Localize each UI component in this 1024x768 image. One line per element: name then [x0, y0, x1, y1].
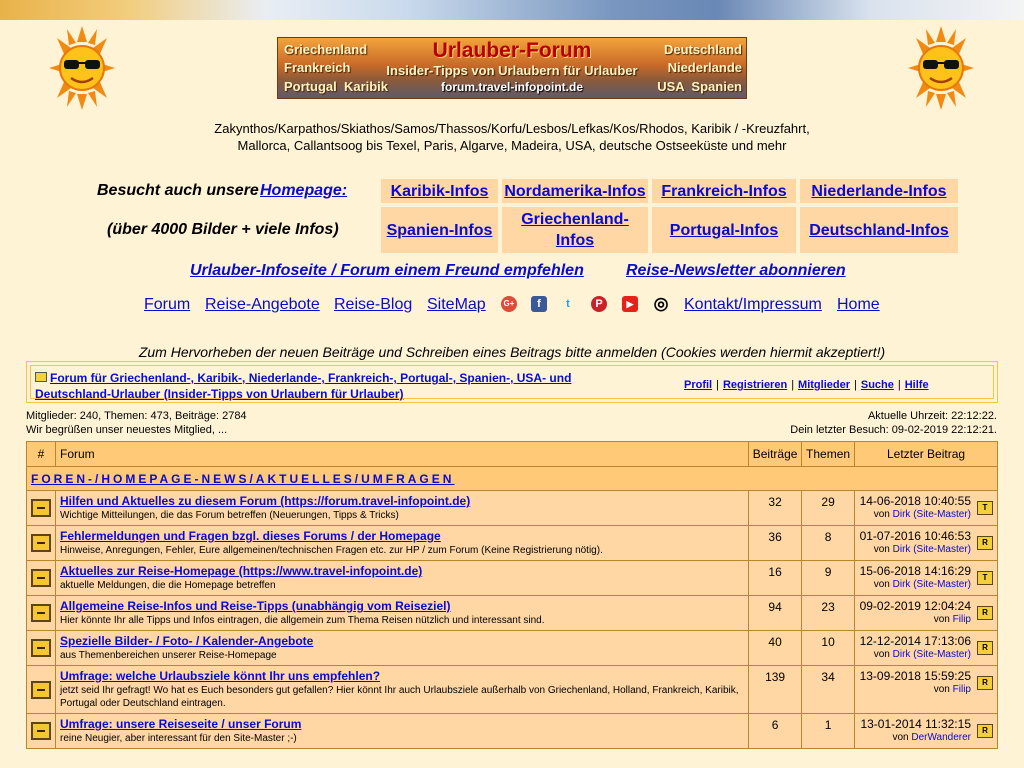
forum-stats [26, 409, 247, 437]
forum-title-line-1[interactable]: Forum für Griechenland-, Karibik-, Niederlande-, Frankreich-, Portugal-, Spanien-, USA- und [50, 371, 572, 385]
last-post-date: 14-06-2018 10:40:55 [859, 494, 971, 508]
forum-posts-count: 6 [749, 714, 802, 749]
forum-status-cell [27, 491, 56, 526]
forum-status-cell [27, 714, 56, 749]
forum-status-cell [27, 596, 56, 631]
forum-link[interactable]: Umfrage: welche Urlaubsziele könnt Ihr uns empfehlen? [59, 669, 381, 683]
last-post-cell [855, 561, 998, 596]
sun-sunglasses-icon [49, 26, 115, 110]
forum-status-icon [31, 569, 51, 587]
last-post-author[interactable]: Dirk (Site-Master) [892, 509, 971, 520]
homepage-link[interactable]: Homepage: [260, 182, 348, 199]
nav-kontakt-impressum[interactable]: Kontakt/Impressum [684, 296, 822, 313]
deutschland-infos-link[interactable]: Deutschland-Infos [800, 207, 958, 253]
profil-link[interactable]: Profil [684, 379, 713, 391]
forum-status-icon [31, 681, 51, 699]
banner-right-mid: Niederlande [667, 60, 742, 75]
forum-topics-count: 10 [802, 631, 855, 666]
forum-menu [684, 379, 929, 391]
last-post-by-label: von [873, 509, 890, 520]
menu-separator: | [897, 379, 901, 391]
category-link[interactable]: FOREN-/HOMEPAGE-NEWS/AKTUELLES/UMFRAGEN [31, 471, 455, 486]
hilfe-link[interactable]: Hilfe [904, 379, 929, 391]
pinterest-icon[interactable]: P [591, 296, 607, 312]
forum-topics-count: 8 [802, 526, 855, 561]
facebook-icon[interactable]: f [531, 296, 547, 312]
forum-status-cell [27, 666, 56, 714]
last-post-cell [855, 491, 998, 526]
last-post-by [857, 543, 971, 557]
category-cell [27, 467, 998, 491]
forum-link[interactable]: Fehlermeldungen und Fragen bzgl. dieses Forums / der Homepage [59, 529, 441, 543]
table-row [27, 596, 998, 631]
banner-left-mid: Frankreich [284, 60, 351, 75]
suche-link[interactable]: Suche [860, 379, 894, 391]
go-to-last-post-icon[interactable]: R [977, 536, 993, 550]
forum-header-inner [30, 365, 994, 399]
forum-posts-count: 16 [749, 561, 802, 596]
intro-line-1: Zakynthos/Karpathos/Skiathos/Samos/Thassos/Korfu/Lesbos/Lefkas/Kos/Rhodos, Karibik / -Kreuzfahrt, [214, 121, 810, 136]
forum-description: Wichtige Mitteilungen, die das Forum betreffen (Neuerungen, Tipps & Tricks) [59, 510, 399, 521]
google-plus-icon[interactable]: G+ [501, 296, 517, 312]
forum-link[interactable]: Hilfen und Aktuelles zu diesem Forum (https://forum.travel-infopoint.de) [59, 494, 471, 508]
last-visit: Dein letzter Besuch: 09-02-2019 22:12:21. [790, 424, 997, 436]
table-row [27, 631, 998, 666]
table-row [27, 714, 998, 749]
table-row [27, 526, 998, 561]
recommend-friend-link[interactable]: Urlauber-Infoseite / Forum einem Freund empfehlen [190, 262, 584, 279]
forum-description: jetzt seid Ihr gefragt! Wo hat es Euch besonders gut gefallen? Hier könnt Ihr auch Urlaubsziele außerhalb von Griechenland, Holland, Frankreich, Karibik, Portugal oder Deutschland eintragen. [59, 685, 739, 709]
menu-separator: | [716, 379, 719, 391]
visit-text: Besucht auch unsere [97, 182, 259, 199]
forum-title [35, 370, 595, 402]
forum-status-icon [31, 604, 51, 622]
forum-topics-count: 9 [802, 561, 855, 596]
forum-name-cell [55, 596, 748, 631]
forum-posts-count: 36 [749, 526, 802, 561]
last-post-cell [855, 596, 998, 631]
last-post-date: 15-06-2018 14:16:29 [859, 564, 971, 578]
menu-separator: | [854, 379, 857, 391]
forum-title-line-2[interactable]: Deutschland-Urlauber (Insider-Tipps von Urlaubern für Urlauber) [35, 387, 404, 401]
last-post-by [857, 731, 971, 745]
last-post-cell [855, 666, 998, 714]
stats-welcome: Wir begrüßen unser neuestes Mitglied, ... [26, 424, 228, 436]
last-post-author[interactable]: DerWanderer [911, 732, 971, 743]
banner-title: Urlauber-Forum [432, 39, 592, 62]
forum-topics-count: 23 [802, 596, 855, 631]
col-last-post: Letzter Beitrag [855, 442, 998, 467]
forum-header-box [26, 361, 998, 403]
table-row [27, 666, 998, 714]
forum-description: reine Neugier, aber interessant für den Site-Master ;-) [59, 733, 297, 744]
newsletter-link[interactable]: Reise-Newsletter abonnieren [626, 262, 846, 279]
visit-subtext: (über 4000 Bilder + viele Infos) [107, 221, 339, 238]
last-post-date: 01-07-2016 10:46:53 [859, 529, 971, 543]
nordamerika-infos-link[interactable]: Nordamerika-Infos [502, 179, 648, 203]
instagram-icon[interactable]: ◎ [653, 294, 669, 313]
spanien-infos-link[interactable]: Spanien-Infos [381, 207, 498, 253]
go-to-last-post-icon[interactable]: R [977, 606, 993, 620]
col-posts: Beiträge [749, 442, 802, 467]
forum-topics-count: 34 [802, 666, 855, 714]
forum-description: aktuelle Meldungen, die die Homepage betreffen [59, 580, 276, 591]
last-post-author[interactable]: Filip [952, 684, 971, 695]
table-row [27, 491, 998, 526]
portugal-infos-link[interactable]: Portugal-Infos [652, 207, 796, 253]
table-row [27, 561, 998, 596]
last-post-cell [855, 631, 998, 666]
last-post-by-label: von [873, 579, 890, 590]
login-notice: Zum Hervorheben der neuen Beiträge und Schreiben eines Beitrags bitte anmelden (Cookies werden hiermit akzeptiert!) [138, 344, 886, 360]
intro-text [0, 120, 1024, 154]
griechenland-infos-label-2: Infos [555, 232, 595, 249]
go-to-last-post-icon[interactable]: R [977, 724, 993, 738]
last-post-by [857, 578, 971, 592]
last-post-by-label: von [933, 614, 950, 625]
sun-sunglasses-icon [908, 26, 974, 110]
nav-reise-angebote[interactable]: Reise-Angebote [205, 296, 320, 313]
banner-right-top: Deutschland [663, 42, 742, 57]
forum-name-cell [55, 526, 748, 561]
forum-link[interactable]: Umfrage: unsere Reiseseite / unser Forum [59, 717, 302, 731]
forum-table [26, 441, 998, 749]
last-post-date: 13-09-2018 15:59:25 [859, 669, 971, 683]
forum-times [790, 409, 997, 437]
nav-reise-blog[interactable]: Reise-Blog [334, 296, 413, 313]
last-post-by [857, 683, 971, 697]
go-to-last-post-icon[interactable]: T [977, 571, 993, 585]
nav-sitemap[interactable]: SiteMap [427, 296, 486, 313]
go-to-last-post-icon[interactable]: R [977, 676, 993, 690]
forum-topics-count: 1 [802, 714, 855, 749]
banner-left-bottom: Portugal Karibik [284, 79, 389, 94]
last-post-by-label: von [892, 732, 909, 743]
category-row [27, 467, 998, 491]
go-to-last-post-icon[interactable]: R [977, 641, 993, 655]
last-post-author[interactable]: Dirk (Site-Master) [892, 649, 971, 660]
youtube-icon[interactable]: ▶ [622, 296, 638, 312]
griechenland-infos-link[interactable] [502, 207, 648, 253]
banner-subtitle: Insider-Tipps von Urlaubern für Urlauber [386, 63, 638, 78]
last-post-by-label: von [873, 544, 890, 555]
last-post-by-label: von [933, 684, 950, 695]
last-post-by [857, 508, 971, 522]
forum-status-cell [27, 526, 56, 561]
sky-strip [0, 0, 1024, 20]
forum-name-cell [55, 491, 748, 526]
forum-posts-count: 139 [749, 666, 802, 714]
forum-link[interactable]: Allgemeine Reise-Infos und Reise-Tipps (unabhängig vom Reiseziel) [59, 599, 451, 613]
forum-name-cell [55, 631, 748, 666]
griechenland-infos-label-1: Griechenland- [521, 211, 629, 228]
last-post-cell [855, 714, 998, 749]
last-post-author[interactable]: Dirk (Site-Master) [892, 579, 971, 590]
forum-status-cell [27, 561, 56, 596]
forum-name-cell [55, 714, 748, 749]
nav-forum[interactable]: Forum [144, 296, 191, 313]
forum-link[interactable]: Spezielle Bilder- / Foto- / Kalender-Angebote [59, 634, 314, 648]
stats-counts: Mitglieder: 240, Themen: 473, Beiträge: 2784 [26, 410, 247, 422]
intro-line-2: Mallorca, Callantsoog bis Texel, Paris, Algarve, Madeira, USA, deutsche Ostseeküste und mehr [237, 138, 787, 153]
last-post-author[interactable]: Filip [952, 614, 971, 625]
last-post-by [857, 613, 971, 627]
forum-topics-count: 29 [802, 491, 855, 526]
frankreich-infos-link[interactable]: Frankreich-Infos [652, 179, 796, 203]
registrieren-link[interactable]: Registrieren [722, 379, 788, 391]
forum-status-icon [31, 722, 51, 740]
col-forum: Forum [55, 442, 748, 467]
col-hash: # [27, 442, 56, 467]
forum-posts-count: 40 [749, 631, 802, 666]
niederlande-infos-link[interactable]: Niederlande-Infos [800, 179, 958, 203]
mitglieder-link[interactable]: Mitglieder [798, 379, 850, 391]
menu-separator: | [791, 379, 795, 391]
last-post-author[interactable]: Dirk (Site-Master) [892, 544, 971, 555]
last-post-cell [855, 526, 998, 561]
go-to-last-post-icon[interactable]: T [977, 501, 993, 515]
banner-url: forum.travel-infopoint.de [441, 80, 583, 94]
table-header-row [27, 442, 998, 467]
twitter-icon[interactable]: t [566, 298, 570, 310]
last-post-by [857, 648, 971, 662]
forum-name-cell [55, 561, 748, 596]
last-post-date: 12-12-2014 17:13:06 [859, 634, 971, 648]
last-post-date: 09-02-2019 12:04:24 [859, 599, 971, 613]
last-post-by-label: von [873, 649, 890, 660]
banner-right-bottom: USA Spanien [657, 79, 742, 94]
banner-left-top: Griechenland [284, 42, 368, 57]
forum-status-icon [31, 499, 51, 517]
forum-link[interactable]: Aktuelles zur Reise-Homepage (https://www.travel-infopoint.de) [59, 564, 423, 578]
forum-description: Hinweise, Anregungen, Fehler, Eure allgemeinen/technischen Fragen etc. zur HP / zum Forum (Keine Registrierung nötig). [59, 545, 603, 556]
col-topics: Themen [802, 442, 855, 467]
folder-icon [35, 372, 47, 382]
current-time: Aktuelle Uhrzeit: 22:12:22. [867, 410, 997, 422]
last-post-date: 13-01-2014 11:32:15 [860, 717, 971, 731]
karibik-infos-link[interactable]: Karibik-Infos [381, 179, 498, 203]
forum-description: Hier könnte Ihr alle Tipps und Infos eintragen, die allgemein zum Thema Reisen nützlich und interessant sind. [59, 615, 545, 626]
forum-name-cell [55, 666, 748, 714]
forum-status-icon [31, 534, 51, 552]
forum-description: aus Themenbereichen unserer Reise-Homepage [59, 650, 277, 661]
forum-posts-count: 32 [749, 491, 802, 526]
forum-status-icon [31, 639, 51, 657]
forum-posts-count: 94 [749, 596, 802, 631]
forum-banner[interactable] [277, 37, 747, 99]
forum-status-cell [27, 631, 56, 666]
nav-home[interactable]: Home [837, 296, 880, 313]
